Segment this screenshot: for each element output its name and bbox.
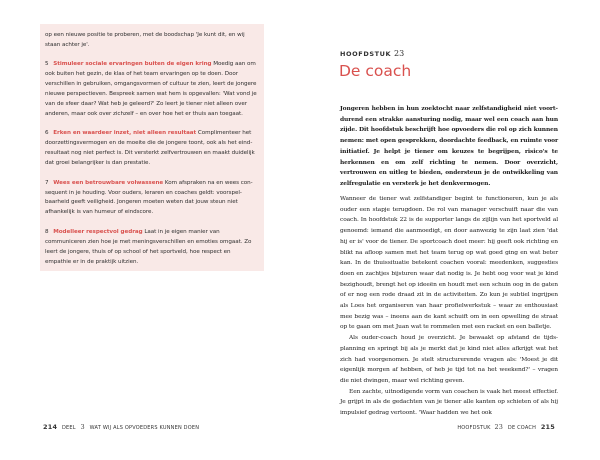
- tip-item-6: [45, 129, 258, 169]
- footer-chapter-title: DE COACH: [507, 425, 537, 431]
- tip-text: Kom afspraken na en wees consequent in je houding. Voor ouders, leraren en coaches geldt: voorspelbaarheid geeft veiligheid. Jongeren moeten weten dat jouw steun niet afhankelijk is van humeur of eindscore.: [45, 179, 253, 216]
- tip-text: Moedig aan om ook buiten het gezin, de klas of het team ervaringen op te doen. Door verschillen in gebruiken, omgangsvormen of cultuur te zien, leert de jongere nieuwe perspectieven. Bespreek samen wat hem is opgevallen: 'Wat vond je van de sfeer daar? Wat heb je geleerd?' Zo leert je tiener niet alleen over anderen, maar ook over zichzelf – en over hoe het er thuis aan toegaat.: [45, 61, 257, 117]
- chapter-number: 23: [394, 49, 405, 58]
- chapter-label-text: HOOFDSTUK: [340, 50, 392, 58]
- tips-box: [40, 24, 264, 271]
- right-page: [300, 0, 600, 460]
- tip-title: Stimuleer sociale ervaringen buiten de eigen kring: [53, 61, 212, 68]
- tip-number: 7: [45, 179, 49, 186]
- body-paragraph: Een zachte, uitnodigende vorm van coachen is vaak het meest effectief. Je grijpt in als de gedachten van je tiener alle kanten op schieten of als hij impulsief gedrag vertoont. 'Waar hadden we het ook: [340, 388, 558, 417]
- tip-title: Erken en waardeer inzet, niet alleen resultaat: [53, 130, 197, 137]
- tip-text: Laat in je eigen manier van communiceren zien hoe je met meningsverschillen en emoties omgaat. Zo leert de jongere, thuis of op school of het sportveld, hoe respect en empathie er in de praktijk uitzien.: [45, 228, 252, 265]
- body-paragraph: Wanneer de tiener wat zelfstandiger begint te functioneren, kun je als ouder een stapje terugdoen. De rol van manager verschuift naar die van coach. In hoofdstuk 22 is de supporter langs de zijlijn van het sportveld al genoemd: iemand die aanmoedigt, en door aanwezig te zijn laat zien 'dat hij er is' voor de tiener. De sportcoach doet meer: hij geeft ook richting en blikt na afloop samen met het team terug op wat goed ging en wat beter kan. In de thuissituatie betekent coachen vooral: meedenken, suggesties doen en zachtjes bijsturen waar dat nodig is. Je hebt oog voor wat je kind bezighoudt, brengt het op ideeën en houdt met een schuin oog in de gaten of er nog een rode draad zit in de activiteiten. Zo kun je subtiel ingrijpen als Loes het organiseren van haar profielwerkstuk – waar ze enthousiast mee bezig was – ineens aan de kant schuift om in een opwelling de straat op te gaan om met Juan wat te rommelen met een racket en een balletje.: [340, 196, 558, 331]
- tip-number: 5: [45, 61, 49, 68]
- tip-text: Complimenteer het doorzettingsvermogen en de moeite die de jongere toont, ook als het eindresultaat nog niet perfect is. Dit versterkt zelfvertrouwen en maakt duidelijk dat groei belangrijker is dan prestatie.: [45, 130, 255, 167]
- page-number: 214: [43, 423, 58, 431]
- tip-item-5: [45, 60, 258, 119]
- tip-number: 6: [45, 130, 49, 137]
- chapter-intro: Jongeren hebben in hun zoektocht naar zelfstandigheid niet voortdurend een strakke aansturing nodig, maar wel een coach aan hun zijde. Dit hoofdstuk beschrijft hoe opvoeders die rol op zich kunnen nemen: met open gesprekken, doordachte feedback, en ruimte voor initiatief. Je helpt je tiener om keuzes te begrijpen, risico's te herkennen en om zelf richting te nemen. Door overzicht, vertrouwen en uitleg te bieden, ondersteun je de ontwikkeling van zelfregulatie en versterk je het denkvermogen.: [340, 105, 558, 187]
- footer-chapter-label: HOOFDSTUK: [457, 425, 491, 431]
- tip-number: 8: [45, 228, 49, 235]
- page-number: 215: [540, 423, 555, 431]
- body-paragraph: Als ouder-coach houd je overzicht. Je bewaakt op afstand de tijdsplanning en springt bij als je merkt dat je kind niet alles afkrijgt wat het zich had voorgenomen. Je stelt structurerende vragen als: 'Moest je dit eigenlijk morgen af hebben, of heb je tijd tot na het weekend?' – vragen die niet dwingen, maar wel richting geven.: [340, 335, 558, 384]
- tip-title: Wees een betrouwbare volwassene: [53, 179, 164, 186]
- part-title: WAT WIJ ALS OPVOEDERS KUNNEN DOEN: [89, 425, 200, 431]
- left-page-footer: [43, 423, 199, 431]
- footer-chapter-number: 23: [494, 423, 504, 431]
- tip-title: Modelleer respectvol gedrag: [53, 228, 143, 235]
- tips-continuation: op een nieuwe positie te proberen, met de boodschap 'Je kunt dit, en wij staan achter je'.: [45, 32, 245, 48]
- chapter-label: [340, 49, 404, 58]
- right-page-footer: [457, 423, 555, 431]
- part-label: DEEL: [61, 425, 76, 431]
- body-text: [340, 194, 558, 419]
- chapter-title: De coach: [339, 62, 412, 80]
- part-number: 3: [80, 423, 85, 431]
- tip-item-8: [45, 228, 258, 268]
- tip-item-7: [45, 179, 258, 219]
